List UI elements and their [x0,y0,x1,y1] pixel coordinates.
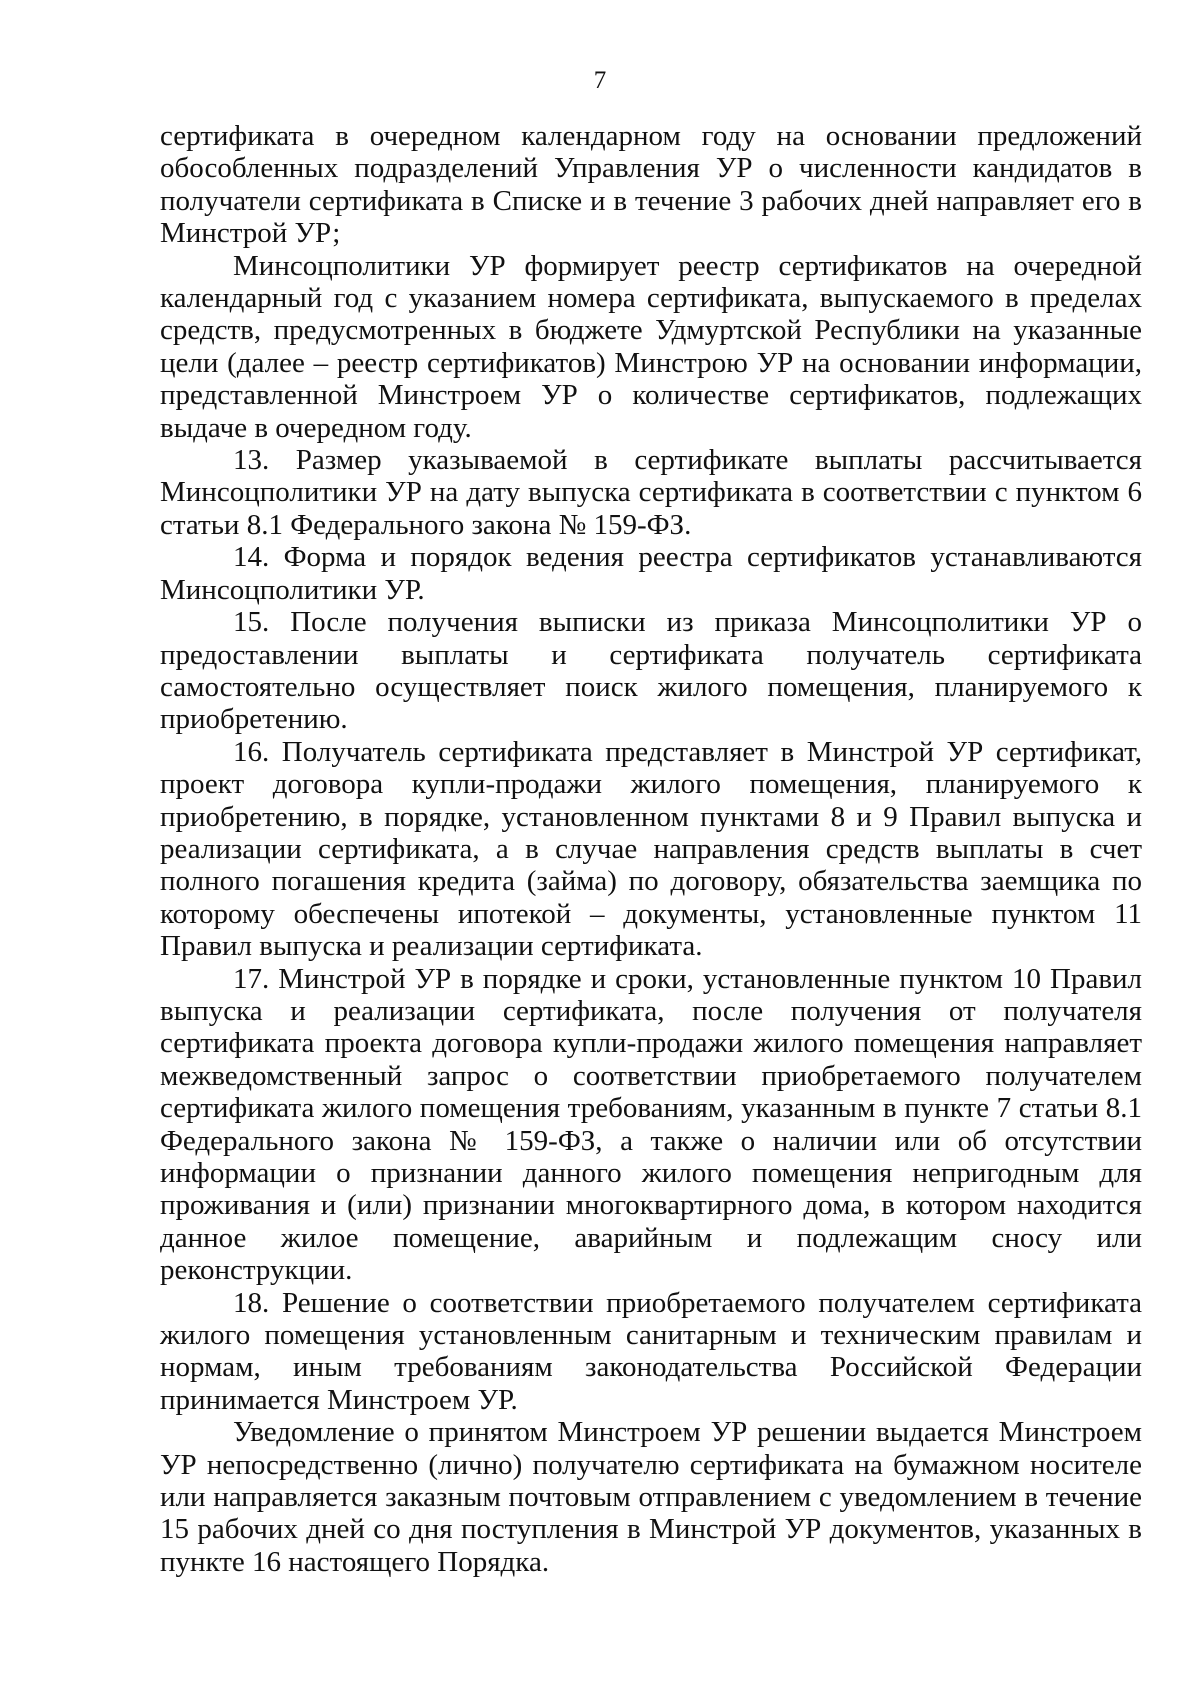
paragraph-continuation: сертификата в очередном календарном году на основании предложений обособленных подразделений Управления УР о численности кандидатов в получатели сертификата в Списке и в течение 3 рабочих дней направляет его в Минстрой УР; [160,120,1142,250]
paragraph-item-15: 15. После получения выписки из приказа Минсоцполитики УР о предоставлении выплаты и сертификата получатель сертификата самостоятельно осуществляет поиск жилого помещения, планируемого к приобретению. [160,606,1142,736]
paragraph-item-16: 16. Получатель сертификата представляет в Минстрой УР сертификат, проект договора купли-продажи жилого помещения, планируемого к приобретению, в порядке, установленном пунктами 8 и 9 Правил выпуска и реализации сертификата, а в случае направления средств выплаты в счет полного погашения кредита (займа) по договору, обязательства заемщика по которому обеспечены ипотекой – документы, установленные пунктом 11 Правил выпуска и реализации сертификата. [160,735,1142,963]
page-number: 7 [593,67,607,94]
paragraph-item-14: 14. Форма и порядок ведения реестра сертификатов устанавливаются Минсоцполитики УР. [160,541,1142,606]
paragraph-registry: Минсоцполитики УР формирует реестр сертификатов на очередной календарный год с указанием номера сертификата, выпускаемого в пределах средств, предусмотренных в бюджете Удмуртской Республики на указанные цели (далее – реестр сертификатов) Минстрою УР на основании информации, представленной Минстроем УР о количестве сертификатов, подлежащих выдаче в очередном году. [160,249,1142,444]
paragraph-item-13: 13. Размер указываемой в сертификате выплаты рассчитывается Минсоцполитики УР на дату выпуска сертификата в соответствии с пунктом 6 статьи 8.1 Федерального закона № 159-ФЗ. [160,444,1142,541]
paragraph-item-17: 17. Минстрой УР в порядке и сроки, установленные пунктом 10 Правил выпуска и реализации сертификата, после получения от получателя сертификата проекта договора купли-продажи жилого помещения направляет межведомственный запрос о соответствии приобретаемого получателем сертификата жилого помещения требованиям, указанным в пункте 7 статьи 8.1 Федерального закона № 159-ФЗ, а также о наличии или об отсутствии информации о признании данного жилого помещения непригодным для проживания и (или) признании многоквартирного дома, в котором находится данное жилое помещение, аварийным и подлежащим сносу или реконструкции. [160,962,1142,1287]
paragraph-item-18: 18. Решение о соответствии приобретаемого получателем сертификата жилого помещения установленным санитарным и техническим правилам и нормам, иным требованиям законодательства Российской Федерации принимается Минстроем УР. [160,1286,1142,1416]
paragraph-notification: Уведомление о принятом Минстроем УР решении выдается Минстроем УР непосредственно (лично) получателю сертификата на бумажном носителе или направляется заказным почтовым отправлением с уведомлением в течение 15 рабочих дней со дня поступления в Минстрой УР документов, указанных в пункте 16 настоящего Порядка. [160,1416,1142,1578]
document-body [160,120,1142,1578]
